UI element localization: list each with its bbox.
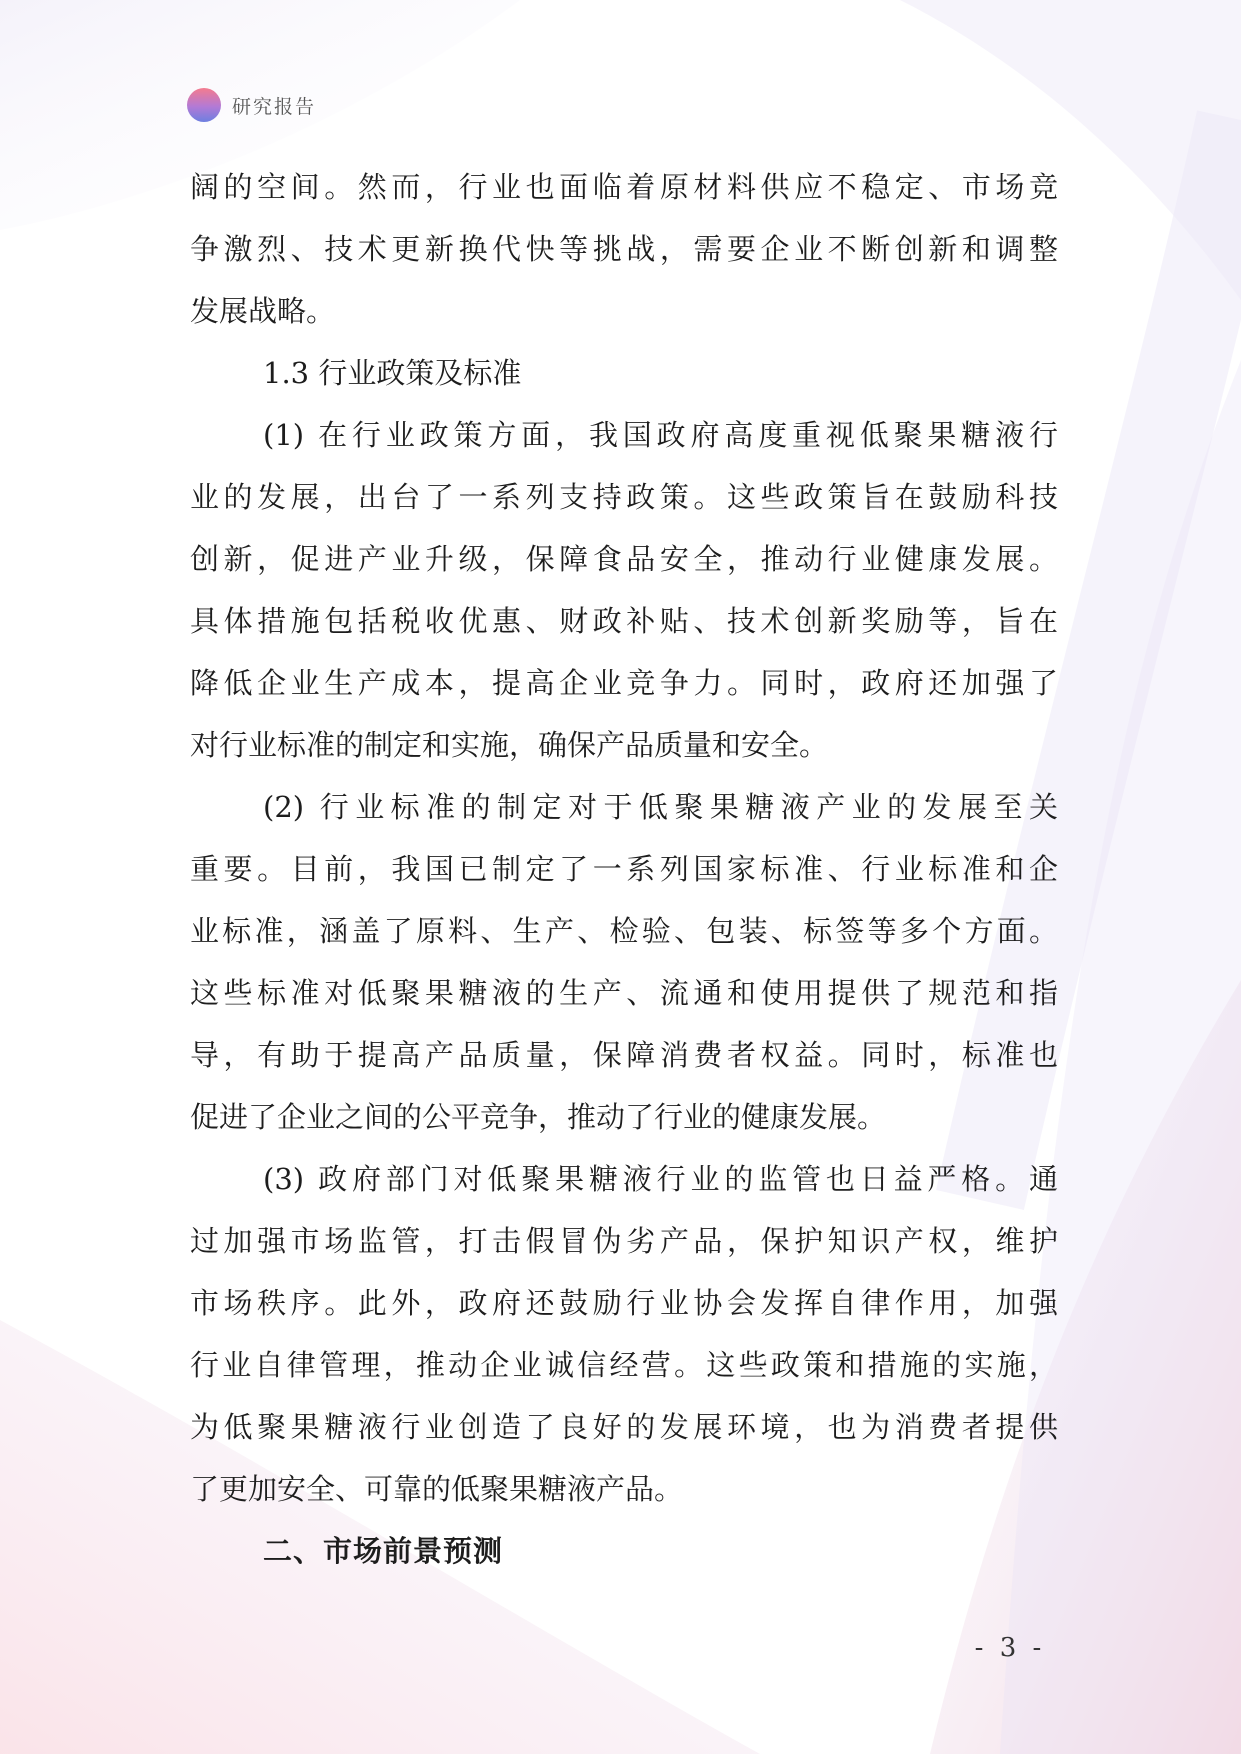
document-body: [190, 156, 1058, 1582]
text-line: 阔的空间。然而，行业也面临着原材料供应不稳定、市场竞: [190, 170, 1058, 204]
text-line: 业的发展，出台了一系列支持政策。这些政策旨在鼓励科技: [190, 480, 1058, 514]
text-line: 市场秩序。此外，政府还鼓励行业协会发挥自律作用，加强: [190, 1286, 1058, 1320]
text-line: 导，有助于提高产品质量，保障消费者权益。同时，标准也: [190, 1038, 1058, 1072]
text-line: 行业自律管理，推动企业诚信经营。这些政策和措施的实施，: [190, 1348, 1058, 1382]
text-line: 对行业标准的制定和实施，确保产品质量和安全。: [190, 728, 829, 762]
text-line: 1.3 行业政策及标准: [263, 356, 522, 390]
text-line: 重要。目前，我国已制定了一系列国家标准、行业标准和企: [190, 852, 1058, 886]
text-line: 发展战略。: [190, 294, 336, 328]
text-line: 这些标准对低聚果糖液的生产、流通和使用提供了规范和指: [190, 976, 1058, 1010]
text-line: 为低聚果糖液行业创造了良好的发展环境，也为消费者提供: [190, 1410, 1058, 1444]
text-line: 业标准，涵盖了原料、生产、检验、包装、标签等多个方面。: [190, 914, 1058, 948]
text-line: (2) 行业标准的制定对于低聚果糖液产业的发展至关: [263, 790, 1058, 824]
text-line: 降低企业生产成本，提高企业竞争力。同时，政府还加强了: [190, 666, 1058, 700]
text-line: 促进了企业之间的公平竞争，推动了行业的健康发展。: [190, 1100, 887, 1134]
report-header: [187, 88, 316, 122]
text-line: (1) 在行业政策方面，我国政府高度重视低聚果糖液行: [263, 418, 1058, 452]
page-number: - 3 -: [974, 1633, 1046, 1663]
text-line: 具体措施包括税收优惠、财政补贴、技术创新奖励等，旨在: [190, 604, 1058, 638]
text-line: (3) 政府部门对低聚果糖液行业的监管也日益严格。通: [263, 1162, 1058, 1196]
text-line: 了更加安全、可靠的低聚果糖液产品。: [190, 1472, 684, 1506]
report-logo-icon: [187, 88, 221, 122]
text-line: 创新，促进产业升级，保障食品安全，推动行业健康发展。: [190, 542, 1058, 576]
report-header-label: 研究报告: [232, 95, 317, 118]
text-line: 争激烈、技术更新换代快等挑战，需要企业不断创新和调整: [190, 232, 1058, 266]
section-heading: 二、市场前景预测: [263, 1534, 504, 1568]
text-line: 过加强市场监管，打击假冒伪劣产品，保护知识产权，维护: [190, 1224, 1058, 1258]
